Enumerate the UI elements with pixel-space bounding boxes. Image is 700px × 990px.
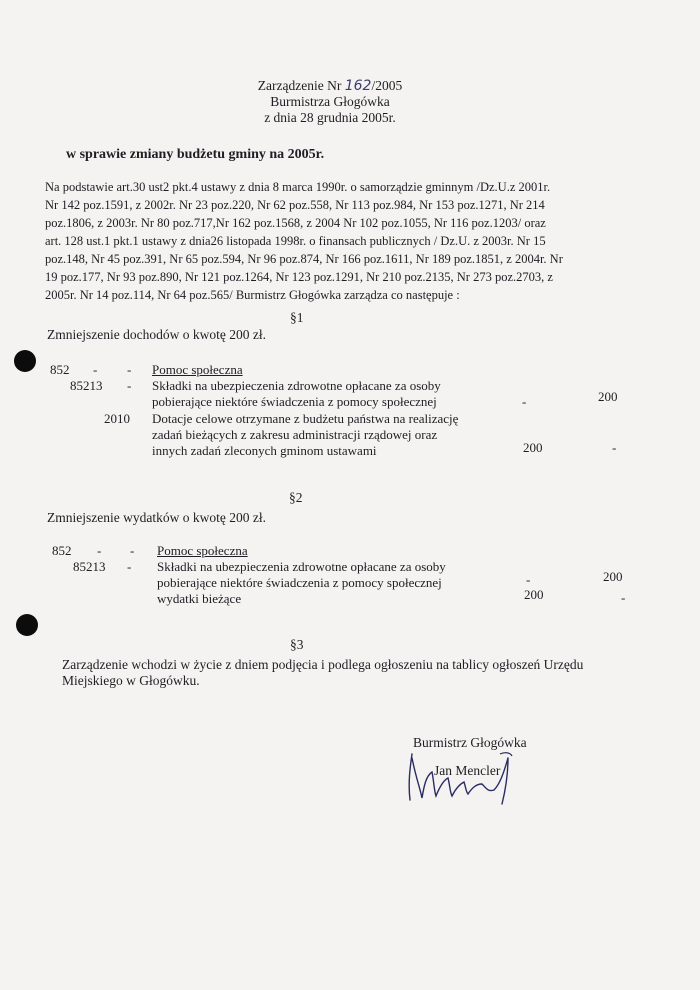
rozdzial-code: 85213 [70,378,103,393]
section-heading: Zmniejszenie wydatków o kwotę 200 zł. [47,510,266,525]
document-page: Zarządzenie Nr 162/2005 Burmistrza Głogówka z dnia 28 grudnia 2005r. w sprawie zmiany budżetu gminy na 2005r. Na podstawie art.30 ust2 pkt.4 ustawy z dnia 8 marca 1990r. o samorządzie gminnym /Dz.U.z 2001r. Nr 142 poz.1591, z 2002r. Nr 23 poz.220, Nr 62 poz.558, Nr 113 poz.984, Nr 153 poz.1271, Nr 214 poz.1806, z 2003r. Nr 80 poz.717,Nr 162 poz.1568, z 2004 Nr 102 poz.1055, Nr 116 poz.1203/ oraz art. 128 ust.1 pkt.1 ustawy z dnia26 listopada 1998r. o finansach publicznych / Dz.U. z 2003r. Nr 15 poz.148, Nr 45 poz.391, Nr 65 poz.594, Nr 96 poz.874, Nr 166 poz.1611, Nr 189 poz.1851, z 2004r. Nr 19 poz.177, Nr 93 poz.890, Nr 121 poz.1264, Nr 123 poz.1291, Nr 210 poz.2135, Nr 273 poz.2703, z 2005r. Nr 14 poz.114, Nr 64 poz.565/ Burmistrz Głogówka zarządza co następuje : §1 Zmniejszenie dochodów o kwotę 200 zł. 852 - - Pomoc społeczna 85213 - Składki na ubezpieczenia zdrowotne opłacane za osoby pobierające niektóre świadczenia z pomocy społecznej - 200 2010 Dotacje celowe otrzymane z budżetu państwa na realizację zadań bieżących z zakresu administracji rządowej oraz innych zadań zleconych gminom ustawami 200 - §2 Zmniejszenie wydatków o kwotę 200 zł. 852 - - Pomoc społeczna 85213 - Składki na ubezpieczenia zdrowotne opłacane za osoby pobierające niektóre świadczenia z pomocy społecznej wydatki bieżące - 200 200 - §3 Zarządzenie wchodzi w życie z dniem podjęcia i podlega ogłoszeniu na tablicy ogłoszeń Urzędu Miejskiego w Głogówku. Burmistrz Głogówka Jan Mencler [0,0,700,990]
section-mark: §1 [290,310,304,325]
signatory-name: Jan Mencler [434,763,501,778]
amount-cell: - [612,440,617,455]
section-mark: §2 [289,490,303,505]
signatory-title: Burmistrz Głogówka [413,735,527,750]
handwritten-number: 162 [344,78,372,94]
dzial-code: 852 [50,362,70,377]
document-title: Zarządzenie Nr 162/2005 [257,78,403,94]
amount-cell: - [621,590,626,605]
section-mark: §3 [290,637,304,652]
issuer: Burmistrza Głogówka [270,94,390,109]
handwritten-signature [404,748,514,808]
amount-cell: 200 [598,389,618,404]
amount-cell: - [522,394,527,409]
document-subject: w sprawie zmiany budżetu gminy na 2005r. [66,147,325,162]
punch-hole [16,614,38,636]
punch-hole [14,350,36,372]
closing-text: Miejskiego w Głogówku. [62,673,200,688]
dzial-code: 852 [52,543,72,558]
dzial-name: Pomoc społeczna [157,543,248,558]
amount-cell: 200 [523,440,543,455]
closing-text: Zarządzenie wchodzi w życie z dniem podjęcia i podlega ogłoszeniu na tablicy ogłoszeń Urzędu [62,657,584,672]
paragraf-code: 2010 [104,411,130,426]
section-heading: Zmniejszenie dochodów o kwotę 200 zł. [47,327,266,342]
dzial-name: Pomoc społeczna [152,362,243,377]
amount-cell: 200 [603,569,623,584]
document-date: z dnia 28 grudnia 2005r. [264,110,396,125]
amount-cell: - [526,572,531,587]
legal-basis: Na podstawie art.30 ust2 pkt.4 ustawy z dnia 8 marca 1990r. o samorządzie gminnym /Dz.U.z 2001r. Nr 142 poz.1591, z 2002r. Nr 23 poz.220, Nr 62 poz.558, Nr 113 poz.984, Nr 153 poz.1271, Nr 214 poz.1806, z 2003r. Nr 80 poz.717,Nr 162 poz.1568, z 2004 Nr 102 poz.1055, Nr 116 poz.1203/ oraz art. 128 ust.1 pkt.1 ustawy z dnia26 listopada 1998r. o finansach publicznych / Dz.U. z 2003r. Nr 15 poz.148, Nr 45 poz.391, Nr 65 poz.594, Nr 96 poz.874, Nr 166 poz.1611, Nr 189 poz.1851, z 2004r. Nr 19 poz.177, Nr 93 poz.890, Nr 121 poz.1264, Nr 123 poz.1291, Nr 210 poz.2135, Nr 273 poz.2703, z 2005r. Nr 14 poz.114, Nr 64 poz.565/ Burmistrz Głogówka zarządza co następuje : [45,180,563,302]
amount-cell: 200 [524,587,544,602]
rozdzial-code: 85213 [73,559,106,574]
